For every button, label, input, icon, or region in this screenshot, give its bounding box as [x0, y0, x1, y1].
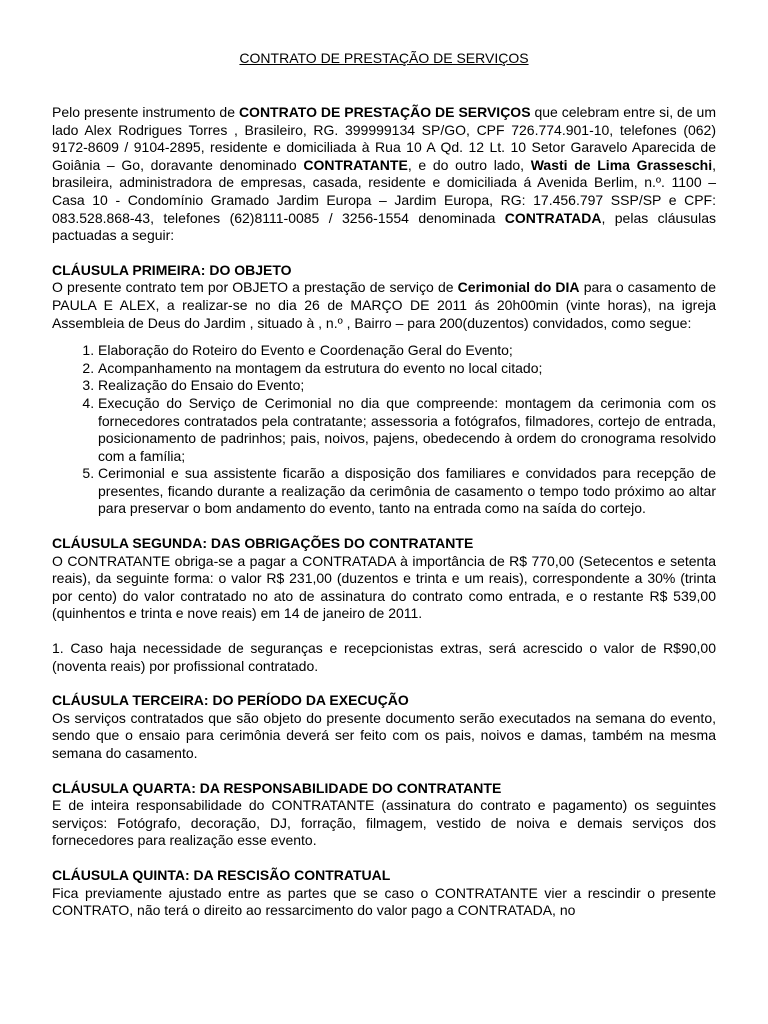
- spacer: [52, 675, 716, 692]
- clause-1-text-2: para o casamento de PAULA E ALEX, a realizar-se no dia 26 de MARÇO DE 2011 ás 20h00min (vinte horas), na igreja Assembleia de Deus do Jardim , situado à , n.º , Bairro – para 200(duzentos) convidados, como segue:: [52, 279, 716, 331]
- spacer: [52, 850, 716, 867]
- intro-paragraph: [52, 104, 716, 245]
- clause-1-bold: Cerimonial do DIA: [457, 279, 580, 296]
- intro-text-2: que celebram entre si, de um lado Alex Rodrigues Torres , Brasileiro, RG. 399999134 SP/GO, CPF 726.774.901-10, telefones (062) 9172-8609 / 9104-2895, residente e domiciliada à Rua 10 A Qd. 12 Lt. 10 Setor Garavelo Aparecida de Goiânia – Go, doravante denominado: [52, 104, 716, 173]
- intro-text-5: , pelas cláusulas pactuadas a seguir:: [52, 209, 716, 244]
- spacer: [52, 518, 716, 535]
- clause-3-text: Os serviços contratados que são objeto do presente documento serão executados na semana do evento, sendo que o ensaio para cerimônia deverá ser feito com os pais, noivos e damas, também na mesma semana do casamento.: [52, 709, 716, 761]
- clause-4-text: E de inteira responsabilidade do CONTRATANTE (assinatura do contrato e pagamento) os seguintes serviços: Fotógrafo, decoração, DJ, forração, filmagem, vestido de noiva e demais serviços dos fornecedores para realização esse evento.: [52, 797, 716, 849]
- clause-2-note: 1. Caso haja necessidade de seguranças e recepcionistas extras, será acrescido o valor de R$90,00 (noventa reais) por profissional contratado.: [52, 640, 716, 674]
- intro-bold-contratante: CONTRATANTE: [303, 156, 408, 173]
- document-title: CONTRATO DE PRESTAÇÃO DE SERVIÇOS: [239, 50, 529, 66]
- clause-2-text: O CONTRATANTE obriga-se a pagar a CONTRATADA à importância de R$ 770,00 (Setecentos e setenta reais), da seguinte forma: o valor R$ 231,00 (duzentos e trinta e um reais), correspondente a 30% (trinta por cento) do valor contratado no ato de assinatura do contrato como entrada, e o restante R$ 539,00 (quinhentos e trinta e nove reais) em 14 de janeiro de 2011.: [52, 552, 716, 622]
- intro-bold-contratada: CONTRATADA: [504, 209, 602, 226]
- intro-text-4: , brasileira, administradora de empresas, casada, residente e domiciliada á Avenida Berlim, n.º. 1100 – Casa 10 - Condomínio Gramado Jardim Europa – Jardim Europa, RG: 17.456.797 SSP/SP e CPF: 083.528.868-43, telefones (62)8111-0085 / 3256-1554 denominada: [52, 156, 716, 226]
- spacer: [52, 245, 716, 262]
- intro-bold-contratada-name: Wasti de Lima Grasseschi: [530, 156, 713, 173]
- clause-3-heading: CLÁUSULA TERCEIRA: DO PERÍODO DA EXECUÇÃO: [52, 692, 409, 709]
- list-item: 4. Execução do Serviço de Cerimonial no dia que compreende: montagem da cerimonia com os fornecedores contratados pela contratante; assessoria a fotógrafos, filmadores, cortejo de entrada, posicionamento de padrinhos; pais, noivos, pajens, obedecendo à ordem do cronograma resolvido com a família;: [98, 395, 716, 465]
- clause-5-text: Fica previamente ajustado entre as partes que se caso o CONTRATANTE vier a rescindir o presente CONTRATO, não terá o direito ao ressarcimento do valor pago a CONTRATADA, no: [52, 884, 716, 919]
- list-item: 2. Acompanhamento na montagem da estrutura do evento no local citado;: [98, 360, 716, 378]
- intro-bold-contract: CONTRATO DE PRESTAÇÃO DE SERVIÇOS: [238, 104, 531, 120]
- spacer: [52, 623, 716, 640]
- clause-1-text: [52, 279, 716, 332]
- list-item: 5. Cerimonial e sua assistente ficarão a disposição dos familiares e convidados para recepção de presentes, ficando durante a realização da cerimônia de casamento o tempo todo próximo ao altar para preservar o bom andamento do evento, tanto na entrada como na saída do cortejo.: [98, 465, 716, 518]
- clause-1-heading: CLÁUSULA PRIMEIRA: DO OBJETO: [52, 261, 292, 278]
- clause-1-text-1: O presente contrato tem por OBJETO a prestação de serviço de: [52, 279, 458, 296]
- intro-text-3: , e do outro lado,: [407, 156, 531, 173]
- clause-4-heading: CLÁUSULA QUARTA: DA RESPONSABILIDADE DO CONTRATANTE: [52, 779, 502, 796]
- list-item: 1. Elaboração do Roteiro do Evento e Coordenação Geral do Evento;: [98, 342, 716, 360]
- list-item: 3. Realização do Ensaio do Evento;: [98, 377, 716, 395]
- spacer: [52, 763, 716, 780]
- clause-5-heading: CLÁUSULA QUINTA: DA RESCISÃO CONTRATUAL: [52, 866, 391, 883]
- clause-2-heading: CLÁUSULA SEGUNDA: DAS OBRIGAÇÕES DO CONTRATANTE: [52, 535, 474, 552]
- clause-1-list: [52, 342, 716, 518]
- intro-text-1: Pelo presente instrumento de: [52, 104, 239, 120]
